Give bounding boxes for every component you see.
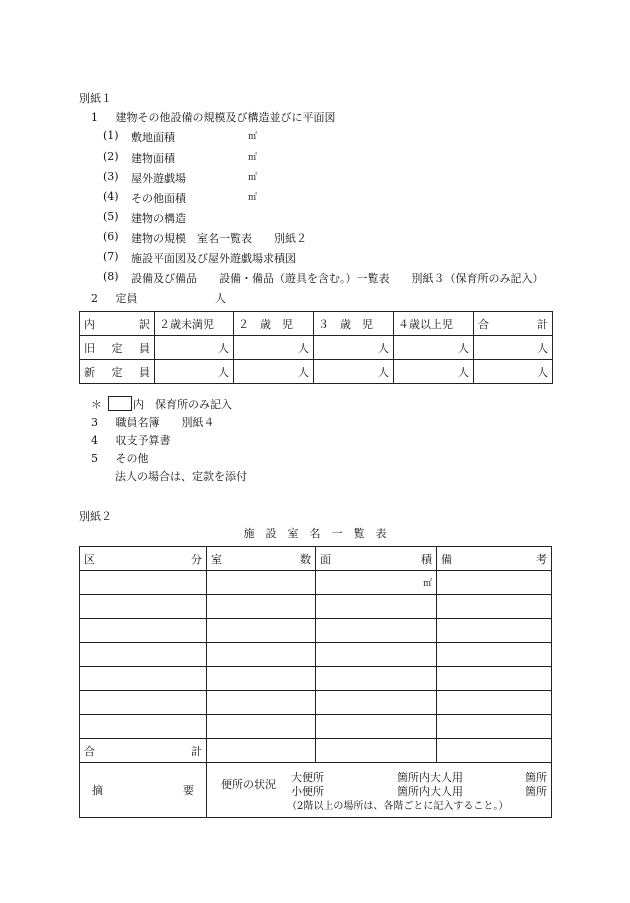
unit-m2: ㎡: [248, 173, 258, 183]
header-cell: 内 訳: [80, 312, 155, 336]
input-cell[interactable]: [316, 643, 437, 667]
input-cell[interactable]: [207, 715, 316, 739]
toilet-note: （2階以上の場所は、各階ごとに記入すること。）: [287, 801, 509, 812]
table-row: [80, 619, 552, 643]
subitem-label: 屋外遊戯場: [131, 172, 186, 185]
item4: [91, 432, 171, 448]
subitem-6: [103, 230, 307, 245]
input-cell[interactable]: 人: [394, 336, 474, 360]
input-cell[interactable]: 人: [234, 360, 314, 384]
input-cell[interactable]: [80, 667, 207, 691]
header-cell: ４歳以上児: [394, 312, 474, 336]
toilet-kind: 小便所: [291, 785, 324, 798]
item2-unit: 人: [215, 292, 226, 305]
table-header-row: [80, 547, 552, 571]
checkbox-square[interactable]: [108, 396, 132, 411]
appendix2-title: 施 設 室 名 一 覧 表: [243, 527, 387, 540]
table-row: [80, 691, 552, 715]
subitem-label: 設備及び備品 設備・備品（遊具を含む。）一覧表 別紙３（保育所のみ記入）: [131, 272, 544, 285]
input-cell[interactable]: [207, 595, 316, 619]
subitem-label: 建物面積: [131, 152, 175, 165]
table-row: [80, 643, 552, 667]
input-cell[interactable]: [207, 643, 316, 667]
subitem-5: [103, 210, 186, 225]
table-row: [80, 336, 553, 360]
total-label: 合 計: [80, 739, 207, 763]
input-cell[interactable]: 人: [234, 336, 314, 360]
header-cell-remarks: 備 考: [437, 547, 552, 571]
input-cell[interactable]: [80, 571, 207, 595]
subitem-7: [103, 250, 296, 265]
input-cell[interactable]: 人: [155, 360, 234, 384]
item1: [91, 109, 336, 125]
input-cell[interactable]: [207, 571, 316, 595]
input-cell[interactable]: [316, 715, 437, 739]
input-cell[interactable]: [80, 595, 207, 619]
input-cell[interactable]: [437, 643, 552, 667]
input-cell[interactable]: [80, 643, 207, 667]
input-cell[interactable]: [437, 691, 552, 715]
item4-num: 4: [91, 434, 98, 447]
input-cell[interactable]: [316, 571, 437, 595]
subitem-3: [103, 170, 258, 185]
header-cell: ２ 歳 児: [234, 312, 314, 336]
table-row: [80, 667, 552, 691]
item1-num: 1: [91, 111, 98, 124]
subitem-num: (5): [103, 210, 119, 223]
subitem-label: 施設平面図及び屋外遊戯場求積図: [131, 252, 296, 265]
input-cell[interactable]: [80, 619, 207, 643]
item2: [91, 290, 226, 306]
header-cell: 合 計: [474, 312, 553, 336]
item5-num: 5: [91, 452, 98, 465]
appendix2-heading: 別紙２: [79, 510, 112, 523]
unit-m2: ㎡: [248, 132, 258, 142]
subitem-label: その他面積: [131, 192, 186, 205]
table-total-row: [80, 739, 552, 763]
item5: [91, 450, 149, 466]
toilet-mid: 箇所内大人用: [397, 785, 463, 798]
table-row: [80, 571, 552, 595]
toilet-label: 便所の状況: [221, 778, 276, 791]
subitem-num: (7): [103, 250, 119, 263]
appendix1-heading: 別紙１: [79, 92, 112, 105]
input-cell[interactable]: [437, 715, 552, 739]
row-label-new: 新 定 員: [80, 360, 155, 384]
input-cell[interactable]: 人: [474, 360, 553, 384]
table-row: [80, 715, 552, 739]
item1-title: 建物その他設備の規模及び構造並びに平面図: [115, 111, 336, 124]
input-cell[interactable]: [316, 691, 437, 715]
input-cell[interactable]: 人: [314, 336, 394, 360]
unit-m2: ㎡: [422, 579, 432, 589]
summary-label: 摘 要: [80, 763, 207, 818]
item5-sub: 法人の場合は、定款を添付: [115, 470, 247, 483]
row-label-old: 旧 定 員: [80, 336, 155, 360]
subitem-num: (2): [103, 150, 119, 163]
input-cell[interactable]: [437, 739, 552, 763]
note-text: 内 保育所のみ記入: [133, 398, 232, 411]
subitem-num: (6): [103, 230, 119, 243]
subitem-8: [103, 270, 544, 285]
toilet-kind: 大便所: [291, 771, 324, 784]
subitem-4: [103, 190, 258, 205]
subitem-num: (1): [103, 129, 119, 142]
input-cell[interactable]: 人: [394, 360, 474, 384]
toilet-mid: 箇所内大人用: [397, 771, 463, 784]
header-cell: ２歳未満児: [155, 312, 234, 336]
input-cell[interactable]: [207, 619, 316, 643]
input-cell[interactable]: [316, 667, 437, 691]
subitem-num: (4): [103, 190, 119, 203]
subitem-num: (3): [103, 170, 119, 183]
unit-m2: ㎡: [248, 153, 258, 163]
table-summary-row: [80, 763, 552, 818]
note: [91, 396, 232, 412]
capacity-table: [79, 311, 553, 384]
input-cell[interactable]: [316, 739, 437, 763]
subitem-label: 敷地面積: [131, 131, 175, 144]
header-cell: ３ 歳 児: [314, 312, 394, 336]
subitem-1: [103, 129, 258, 144]
header-cell-rooms: 室 数: [207, 547, 316, 571]
subitem-label: 建物の構造: [131, 212, 186, 225]
header-cell-category: 区 分: [80, 547, 207, 571]
toilet-end: 箇所: [525, 785, 547, 798]
input-cell[interactable]: [437, 571, 552, 595]
item3: [91, 414, 215, 430]
unit-m2: ㎡: [248, 193, 258, 203]
toilet-cell: [207, 763, 552, 818]
toilet-end: 箇所: [525, 771, 547, 784]
input-cell[interactable]: 人: [474, 336, 553, 360]
item3-num: 3: [91, 416, 98, 429]
subitem-num: (8): [103, 270, 119, 283]
item4-title: 収支予算書: [115, 434, 171, 447]
table-row: [80, 360, 553, 384]
input-cell[interactable]: [437, 667, 552, 691]
item3-title: 職員名簿 別紙４: [115, 416, 215, 429]
input-cell[interactable]: [207, 691, 316, 715]
item2-title: 定員: [115, 292, 138, 305]
room-table: [79, 546, 552, 818]
input-cell[interactable]: [207, 739, 316, 763]
table-row: [80, 595, 552, 619]
subitem-label: 建物の規模 室名一覧表 別紙２: [131, 232, 307, 245]
table-header-row: [80, 312, 553, 336]
input-cell[interactable]: [437, 619, 552, 643]
input-cell[interactable]: 人: [314, 360, 394, 384]
input-cell[interactable]: [80, 715, 207, 739]
input-cell[interactable]: [316, 619, 437, 643]
item5-title: その他: [115, 452, 149, 465]
subitem-2: [103, 150, 258, 165]
input-cell[interactable]: 人: [155, 336, 234, 360]
input-cell[interactable]: [80, 691, 207, 715]
header-cell-area: 面 積: [316, 547, 437, 571]
input-cell[interactable]: [207, 667, 316, 691]
input-cell[interactable]: [316, 595, 437, 619]
asterisk: ＊: [91, 398, 102, 411]
input-cell[interactable]: [437, 595, 552, 619]
item2-num: 2: [91, 292, 98, 305]
